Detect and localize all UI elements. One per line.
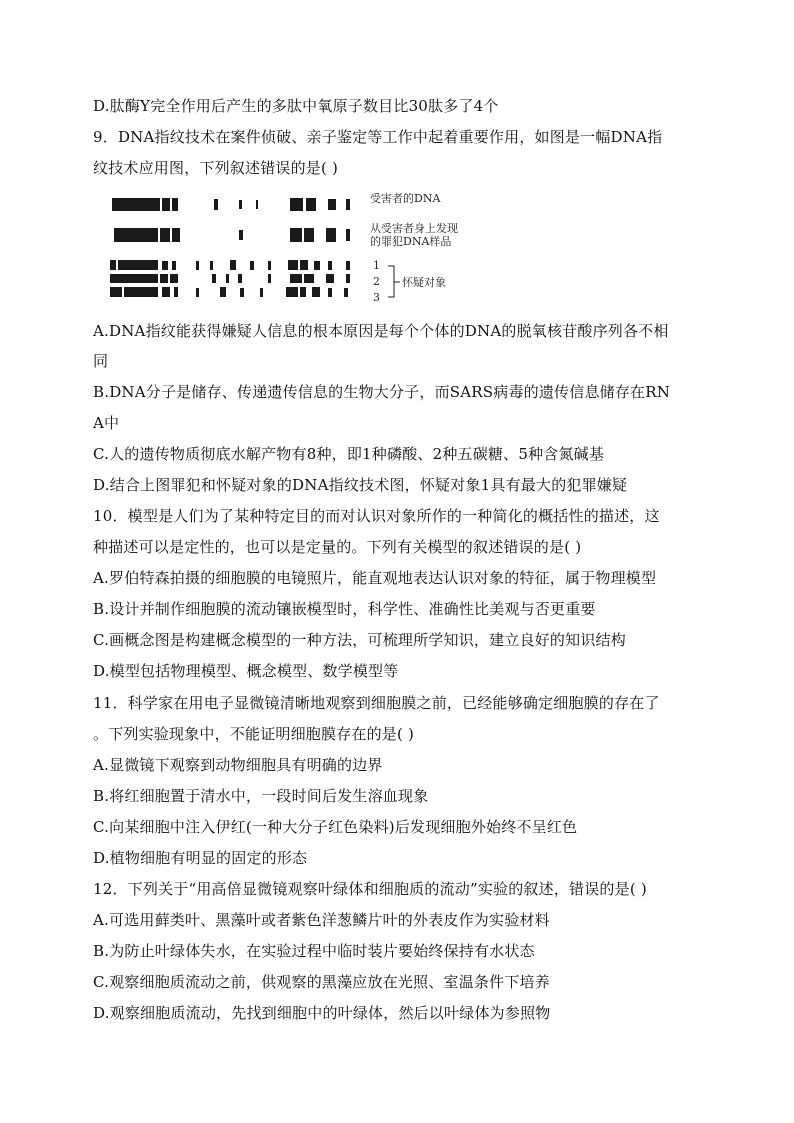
dna-band xyxy=(288,260,298,270)
dna-band xyxy=(160,274,168,283)
dna-band xyxy=(110,287,122,297)
option-c: C.画概念图是构建概念模型的一种方法，可梳理所学知识，建立良好的知识结构 xyxy=(93,631,626,649)
option-a: A.DNA指纹能获得嫌疑人信息的根本原因是每个个体的DNA的脱氧核苷酸序列各不相 xyxy=(93,322,669,340)
dna-band xyxy=(346,274,350,283)
option-d: D.结合上图罪犯和怀疑对象的DNA指纹技术图，怀疑对象1具有最大的犯罪嫌疑 xyxy=(93,476,628,494)
option-b: B.设计并制作细胞膜的流动镶嵌模型时，科学性、准确性比美观与否更重要 xyxy=(93,600,596,618)
dna-band xyxy=(300,287,306,297)
dna-band xyxy=(214,199,218,210)
dna-band xyxy=(306,198,316,211)
dna-band xyxy=(300,260,308,270)
dna-band xyxy=(212,274,216,283)
dna-band xyxy=(346,199,350,210)
option-a: A.显微镜下观察到动物细胞具有明确的边界 xyxy=(93,756,383,774)
dna-band xyxy=(172,228,180,242)
dna-band xyxy=(220,287,226,297)
label-victim-dna: 受害者的DNA xyxy=(370,192,441,205)
option-b: A中 xyxy=(93,414,120,432)
option-a: A.可选用藓类叶、黑藻叶或者紫色洋葱鳞片叶的外表皮作为实验材料 xyxy=(93,911,550,929)
dna-band xyxy=(162,261,168,270)
option-d: D.模型包括物理模型、概念模型、数学模型等 xyxy=(93,662,399,680)
dna-band xyxy=(314,261,320,270)
option-b: B.将红细胞置于清水中，一段时间后发生溶血现象 xyxy=(93,787,429,805)
dna-band xyxy=(326,228,336,242)
option-b: B.为防止叶绿体失水，在实验过程中临时装片要始终保持有水状态 xyxy=(93,942,535,960)
suspect-number: 3 xyxy=(373,291,380,304)
dna-band xyxy=(196,261,199,270)
dna-band xyxy=(290,198,303,211)
dna-band xyxy=(196,288,199,297)
dna-band xyxy=(346,229,350,241)
dna-band xyxy=(304,228,314,242)
dna-band xyxy=(239,200,242,209)
dna-band xyxy=(160,228,170,242)
suspect-number: 2 xyxy=(373,275,380,288)
text-line: D.肽酶Y完全作用后产生的多肽中氧原子数目比30肽多了4个 xyxy=(93,97,499,115)
dna-band xyxy=(290,274,302,283)
question-10-stem: 种描述可以是定性的，也可以是定量的。下列有关模型的叙述错误的是( ) xyxy=(93,538,582,556)
dna-band xyxy=(328,199,336,210)
label-criminal-sample: 从受害者身上发现 xyxy=(370,222,458,235)
dna-band xyxy=(238,274,242,283)
option-d: D.植物细胞有明显的固定的形态 xyxy=(93,849,308,867)
label-suspects: 怀疑对象 xyxy=(402,276,446,289)
dna-band xyxy=(210,261,213,270)
question-11-stem: 11．科学家在用电子显微镜清晰地观察到细胞膜之前，已经能够确定细胞膜的存在了 xyxy=(93,694,660,712)
dna-band xyxy=(239,230,243,240)
suspect-number: 1 xyxy=(373,259,380,272)
dna-band xyxy=(172,198,178,211)
dna-band xyxy=(268,274,271,283)
option-c: C.人的遗传物质彻底水解产物有8种，即1种磷酸、2种五碳糖、5种含氮碱基 xyxy=(93,445,605,463)
dna-band xyxy=(256,200,258,209)
option-c: C.观察细胞质流动之前，供观察的黑藻应放在光照、室温条件下培养 xyxy=(93,973,550,991)
dna-band xyxy=(110,260,116,270)
dna-band xyxy=(346,261,350,270)
dna-band xyxy=(230,260,236,270)
dna-band xyxy=(112,198,160,211)
dna-band xyxy=(328,261,332,270)
question-10-stem: 10．模型是人们为了某种特定目的而对认识对象所作的一种简化的概括性的描述，这 xyxy=(93,507,660,525)
dna-band xyxy=(172,261,176,270)
dna-band xyxy=(304,274,314,283)
option-b: B.DNA分子是储存、传递遗传信息的生物大分子，而SARS病毒的遗传信息储存在RN xyxy=(93,383,671,401)
dna-band xyxy=(240,288,244,297)
dna-band xyxy=(260,288,263,297)
option-a: 同 xyxy=(93,352,109,370)
dna-band xyxy=(170,274,178,283)
dna-band xyxy=(174,287,178,297)
dna-band xyxy=(312,287,320,297)
dna-fingerprint-figure xyxy=(100,186,500,311)
dna-band xyxy=(162,287,170,297)
suspect-bracket xyxy=(388,266,400,297)
dna-band xyxy=(328,288,332,297)
dna-band xyxy=(124,287,158,297)
dna-band xyxy=(286,287,298,297)
dna-band xyxy=(110,274,158,283)
dna-band xyxy=(326,274,334,283)
question-11-stem: 。下列实验现象中，不能证明细胞膜存在的是( ) xyxy=(93,725,415,743)
dna-band xyxy=(118,260,158,270)
label-criminal-sample: 的罪犯DNA样品 xyxy=(370,235,452,248)
question-9-stem: 纹技术应用图，下列叙述错误的是( ) xyxy=(93,159,339,177)
question-9-stem: 9．DNA指纹技术在案件侦破、亲子鉴定等工作中起着重要作用，如图是一幅DNA指 xyxy=(93,128,663,146)
dna-band xyxy=(162,198,170,211)
option-d: D.观察细胞质流动，先找到细胞中的叶绿体，然后以叶绿体为参照物 xyxy=(93,1004,551,1022)
dna-band xyxy=(344,288,348,297)
option-a: A.罗伯特森拍摄的细胞膜的电镜照片，能直观地表达认识对象的特征，属于物理模型 xyxy=(93,569,657,587)
dna-band xyxy=(114,228,158,242)
dna-band xyxy=(290,228,302,242)
dna-band xyxy=(226,274,229,283)
question-12-stem: 12．下列关于“用高倍显微镜观察叶绿体和细胞质的流动”实验的叙述，错误的是( ) xyxy=(93,880,647,898)
dna-band xyxy=(250,261,254,270)
dna-band xyxy=(268,261,271,270)
option-c: C.向某细胞中注入伊红(一种大分子红色染料)后发现细胞外始终不呈红色 xyxy=(93,818,578,836)
